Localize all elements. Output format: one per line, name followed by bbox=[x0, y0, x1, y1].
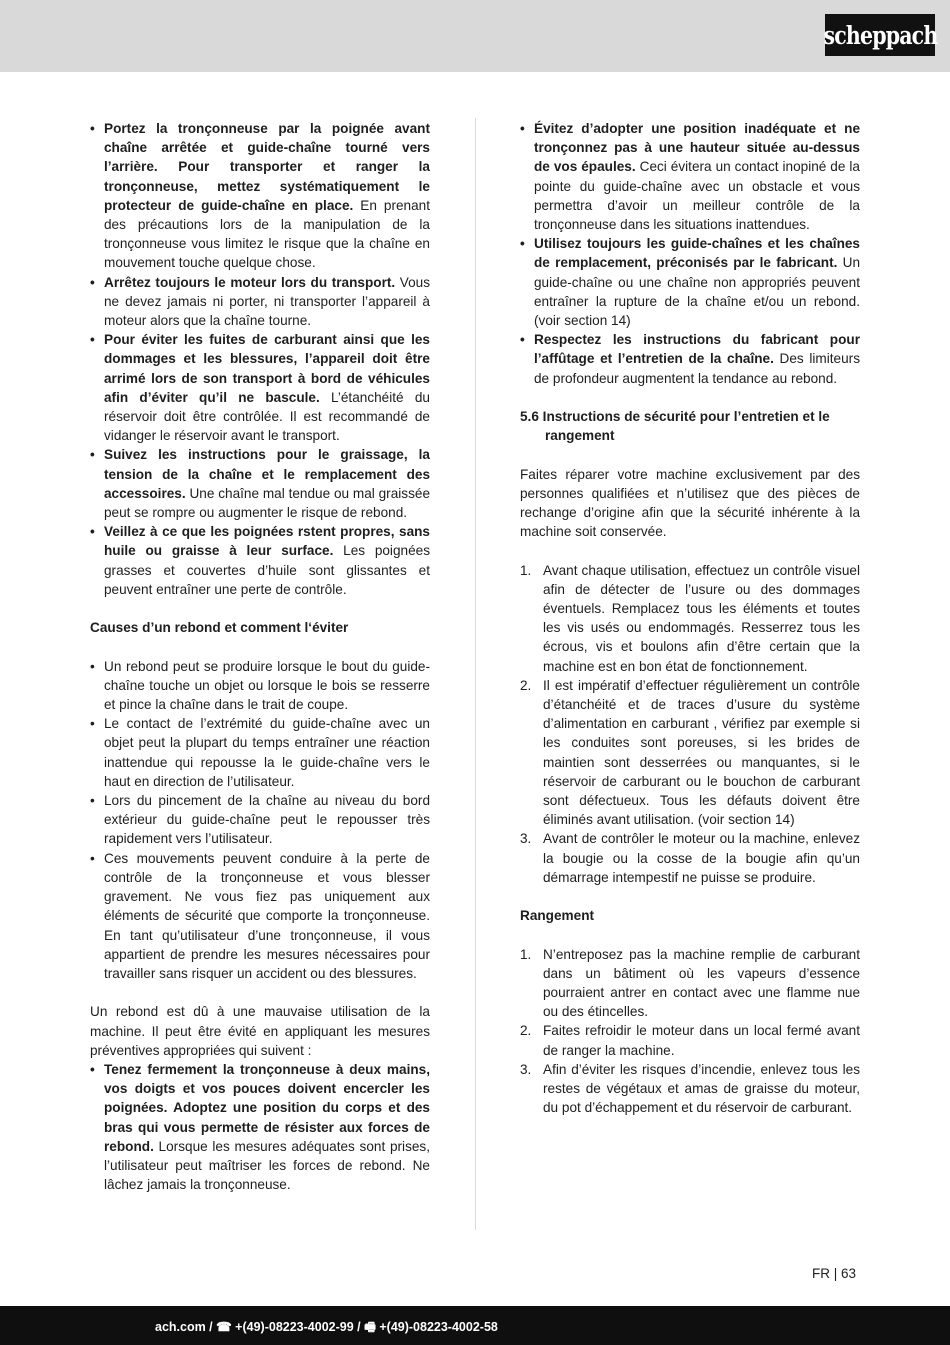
page-number: FR | 63 bbox=[812, 1266, 857, 1281]
numbered-item bbox=[520, 561, 860, 676]
item-number: 2. bbox=[520, 677, 532, 693]
section-heading: 5.6 Instructions de sécurité pour l’entretien et le rangement bbox=[520, 409, 830, 444]
item-text: Afin d’éviter les risques d’incendie, enlevez tous les restes de végétaux et amas de graisse du moteur, du pot d’échappement et du réservoir de carburant. bbox=[543, 1061, 860, 1116]
bullet-text: En prenant des précautions lors de la manipulation de la tronçonneuse vous limitez le risque que la chaîne en mouvement touche quelque chose. bbox=[104, 197, 430, 271]
bullet-bold: Arrêtez toujours le moteur lors du transport. bbox=[104, 274, 396, 290]
bullet-text: Lorsque les mesures adéquates sont prises, l’utilisateur peut maîtriser les forces de rebond. Ne lâchez jamais la tronçonneuse. bbox=[104, 1138, 430, 1193]
brand-logo bbox=[825, 14, 935, 56]
bullet-item bbox=[90, 119, 430, 273]
bullet-text: Une chaîne mal tendue ou mal graissée peut se rompre ou augmenter le risque de rebond. bbox=[104, 485, 430, 521]
bullet-text: L’étanchéité du réservoir doit être contrôlée. Il est recommandé de vidanger le réservoir avant le transport. bbox=[104, 389, 430, 444]
numbered-item bbox=[520, 829, 860, 887]
paragraph: Un rebond est dû à une mauvaise utilisation de la machine. Il peut être évité en appliquant les mesures préventives appropriées qui suivent : bbox=[90, 1004, 430, 1058]
bullet-item bbox=[520, 234, 860, 330]
bullet-bold: Utilisez toujours les guide-chaînes et les chaînes de remplacement, préconisés par le fabricant. bbox=[534, 236, 860, 271]
section-heading: Rangement bbox=[520, 908, 595, 924]
bullet-bold: Tenez fermement la tronçonneuse à deux mains, vos doigts et vos pouces doivent encercler les poignées. Adoptez une position du corps et des bras qui vous permette de résister aux forces de rebond. bbox=[104, 1061, 430, 1154]
spacer bbox=[520, 887, 860, 906]
bullet-item bbox=[520, 330, 860, 388]
footer-contact: ach.com / ☎ +(49)-08223-4002-99 / 🖷 +(49)-08223-4002-58 bbox=[155, 1320, 498, 1334]
paragraph: Faites réparer votre machine exclusivement par des personnes qualifiées et n’utilisez que des pièces de rechange d’origine afin que la sécurité inhérente à la machine soit conservée. bbox=[520, 466, 860, 540]
item-text: Il est impératif d’effectuer régulièrement un contrôle d’étanchéité et de traces d’usure du système d’alimentation en carburant , vérifiez par exemple si les conduites sont poreuses, si les brides de maintien sont desserrées ou manquantes, si le réservoir de carburant ou le bouchon de carburant sont défectueux. Tous les défauts doivent être éliminés avant utilisation. (voir section 14) bbox=[543, 677, 860, 828]
bullet-item bbox=[90, 445, 430, 522]
spacer bbox=[90, 983, 430, 1002]
item-text: N’entreposez pas la machine remplie de carburant dans un bâtiment où les vapeurs d’essence pourraient antrer en contact avec une flamme nue ou des étincelles. bbox=[543, 946, 860, 1020]
item-text: Faites refroidir le moteur dans un local fermé avant de ranger la machine. bbox=[543, 1023, 860, 1058]
column-divider bbox=[475, 118, 476, 1230]
logo-text: scheppach bbox=[823, 20, 937, 50]
numbered-item bbox=[520, 676, 860, 830]
bullet-item bbox=[90, 273, 430, 331]
bullet-item: • Lors du pincement de la chaîne au niveau du bord extérieur du guide-chaîne peut le repousser très rapidement vers l’utilisateur. bbox=[90, 791, 430, 849]
spacer bbox=[520, 925, 860, 944]
spacer bbox=[90, 599, 430, 618]
bullet-item: • Ces mouvements peuvent conduire à la perte de contrôle de la tronçonneuse et vous blesser gravement. Ne vous fiez pas uniquement aux éléments de sécurité que comporte la tronçonneuse. En tant qu’utilisateur d’une tronçonneuse, il vous appartient de prendre les mesures nécessaires pour travailler sans risquer un accident ou des blessures. bbox=[90, 849, 430, 983]
spacer bbox=[520, 445, 860, 464]
bullet-item: • Un rebond peut se produire lorsque le bout du guide-chaîne touche un objet ou lorsque le bois se resserre et pince la chaîne dans le trait de coupe. bbox=[90, 657, 430, 715]
item-text: Avant chaque utilisation, effectuez un contrôle visuel afin de détecter de l’usure ou des dommages éventuels. Remplacez tous les éléments et toutes les vis usés ou endommagés. Resserrez tous les écrous, vis et boulons afin d’être certain que la machine est en bon état de fonctionnement. bbox=[543, 562, 860, 674]
spacer bbox=[90, 637, 430, 656]
bullet-bold: Évitez d’adopter une position inadéquate et ne tronçonnez pas à une hauteur située au-dessus de vos épaules. bbox=[534, 121, 860, 175]
item-number: 3. bbox=[520, 831, 532, 847]
footer-bar bbox=[0, 1306, 950, 1345]
bullet-text: Vous ne devez jamais ni porter, ni transporter l’appareil à moteur alors que la chaîne tourne. bbox=[104, 274, 430, 329]
bullet-bold: Pour éviter les fuites de carburant ainsi que les dommages et les blessures, l’appareil doit être arrimé lors de son transport à bord de véhicules afin d’éviter qu’il ne bascule. bbox=[104, 332, 430, 405]
bullet-item bbox=[90, 522, 430, 599]
bullet-bold: Respectez les instructions du fabricant pour l’affûtage et l’entretien de la chaîne. bbox=[534, 332, 860, 367]
bullet-text: Les poignées grasses et couvertes d’huile sont glissantes et peuvent entraîner une perte de contrôle. bbox=[104, 543, 430, 597]
right-column bbox=[520, 119, 860, 1117]
item-number: 1. bbox=[520, 562, 532, 578]
item-number: 3. bbox=[520, 1061, 532, 1077]
spacer bbox=[520, 388, 860, 407]
bullet-bold: Suivez les instructions pour le graissage, la tension de la chaîne et le remplacement des accessoires. bbox=[104, 447, 430, 501]
bullet-item bbox=[90, 1060, 430, 1194]
numbered-item bbox=[520, 1021, 860, 1059]
section-heading: Causes d’un rebond et comment l‘éviter bbox=[90, 620, 349, 636]
bullet-bold: Veillez à ce que les poignées rstent propres, sans huile ou graisse à leur surface. bbox=[104, 524, 430, 559]
header-band bbox=[0, 0, 950, 72]
item-number: 2. bbox=[520, 1023, 532, 1039]
item-text: Avant de contrôler le moteur ou la machine, enlevez la bougie ou la cosse de la bougie afin qu’un démarrage intempestif ne puisse se produire. bbox=[543, 831, 860, 885]
numbered-item bbox=[520, 945, 860, 1022]
bullet-item: • Le contact de l’extrémité du guide-chaîne avec un objet peut la plupart du temps entraîner une réaction inattendue qui repousse la le guide-chaîne vers le haut en direction de l’utilisateur. bbox=[90, 714, 430, 791]
spacer bbox=[520, 541, 860, 560]
left-column bbox=[90, 119, 430, 1194]
numbered-item bbox=[520, 1060, 860, 1118]
bullet-item bbox=[90, 330, 430, 445]
bullet-text: Ceci évitera un contact inopiné de la pointe du guide-chaîne avec un obstacle et vous permettra d’avoir un meilleur contrôle de la tronçonneuse dans les situations inattendues. bbox=[534, 159, 860, 233]
item-number: 1. bbox=[520, 946, 532, 962]
bullet-text: Des limiteurs de profondeur augmentent la tendance au rebond. bbox=[534, 351, 860, 386]
bullet-item bbox=[520, 119, 860, 234]
bullet-text: Un guide-chaîne ou une chaîne non appropriés peuvent entraîner la rupture de la chaîne et/ou un rebond. (voir section 14) bbox=[534, 255, 861, 329]
bullet-bold: Portez la tronçonneuse par la poignée avant chaîne arrêtée et guide-chaîne tourné vers l’arrière. Pour transporter et ranger la tronçonneuse, mettez systématiquement le protecteur de guide-chaîne en place. bbox=[104, 121, 430, 213]
